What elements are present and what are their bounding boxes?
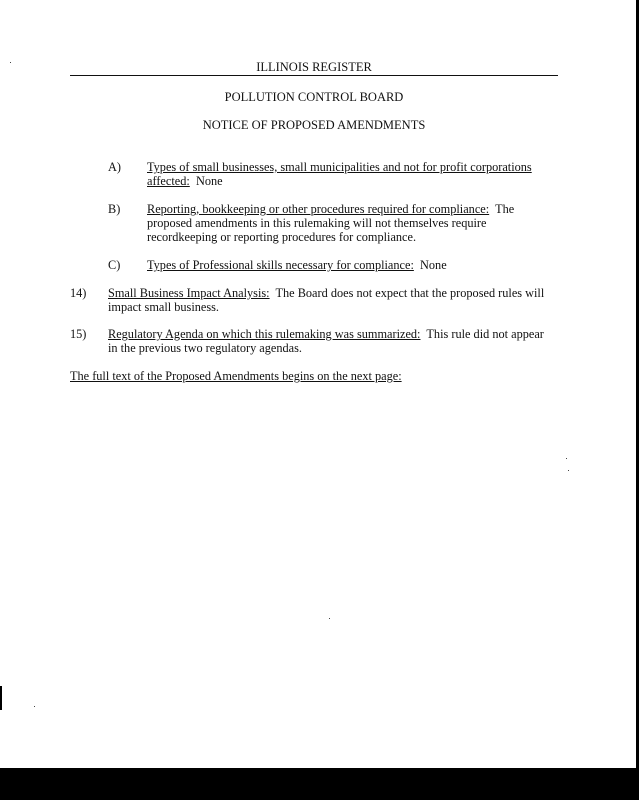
- notice-title: NOTICE OF PROPOSED AMENDMENTS: [202, 118, 426, 132]
- subitem-a-marker: A): [108, 160, 121, 174]
- scan-speck: [329, 618, 330, 619]
- register-title: ILLINOIS REGISTER: [256, 60, 372, 74]
- item-15-heading: Regulatory Agenda on which this rulemaking was summarized:: [108, 327, 421, 341]
- subitem-c-marker: C): [108, 258, 121, 272]
- subitem-c-heading-line1: [147, 258, 447, 272]
- agency-name: POLLUTION CONTROL BOARD: [224, 90, 404, 104]
- scan-speck: [568, 470, 569, 471]
- subitem-b-body-line1: proposed amendments in this rulemaking will not themselves require: [147, 216, 487, 230]
- subitem-c-value: None: [420, 258, 447, 272]
- item-14-text: The Board does not expect that the proposed rules will: [275, 286, 545, 300]
- subitem-a-heading-line1: [147, 160, 532, 174]
- item-15-text: This rule did not appear: [426, 327, 544, 341]
- item-14-line2: impact small business.: [108, 300, 220, 314]
- item-15-marker: 15): [70, 327, 87, 341]
- closing-note: The full text of the Proposed Amendments begins on the next page:: [70, 369, 402, 383]
- item-14-marker: 14): [70, 286, 87, 300]
- item-15-line2: in the previous two regulatory agendas.: [108, 341, 302, 355]
- scan-speck: [10, 62, 11, 63]
- subitem-a-heading-text: Types of small businesses, small municipalities and not for profit corporations: [147, 160, 532, 174]
- item-14-heading: Small Business Impact Analysis:: [108, 286, 270, 300]
- item-14-line1: [108, 286, 544, 300]
- scan-speck: [566, 458, 567, 459]
- subitem-a-heading-tail: affected:: [147, 174, 190, 188]
- subitem-a-value: None: [195, 174, 223, 188]
- header-rule: [70, 75, 558, 76]
- subitem-b-heading-line1: [147, 202, 514, 216]
- subitem-a-heading-line2: [147, 174, 223, 188]
- scan-border-bottom: [0, 768, 639, 800]
- item-15-line1: [108, 327, 544, 341]
- subitem-b-marker: B): [108, 202, 121, 216]
- scan-speck: [34, 706, 35, 707]
- subitem-b-heading-text: Reporting, bookkeeping or other procedures required for compliance:: [147, 202, 490, 216]
- subitem-c-heading-text: Types of Professional skills necessary for compliance:: [147, 258, 414, 272]
- subitem-b-body-line2: recordkeeping or reporting procedures for compliance.: [147, 230, 417, 244]
- scan-border-mark: [0, 686, 2, 710]
- subitem-b-text-start: The: [495, 202, 515, 216]
